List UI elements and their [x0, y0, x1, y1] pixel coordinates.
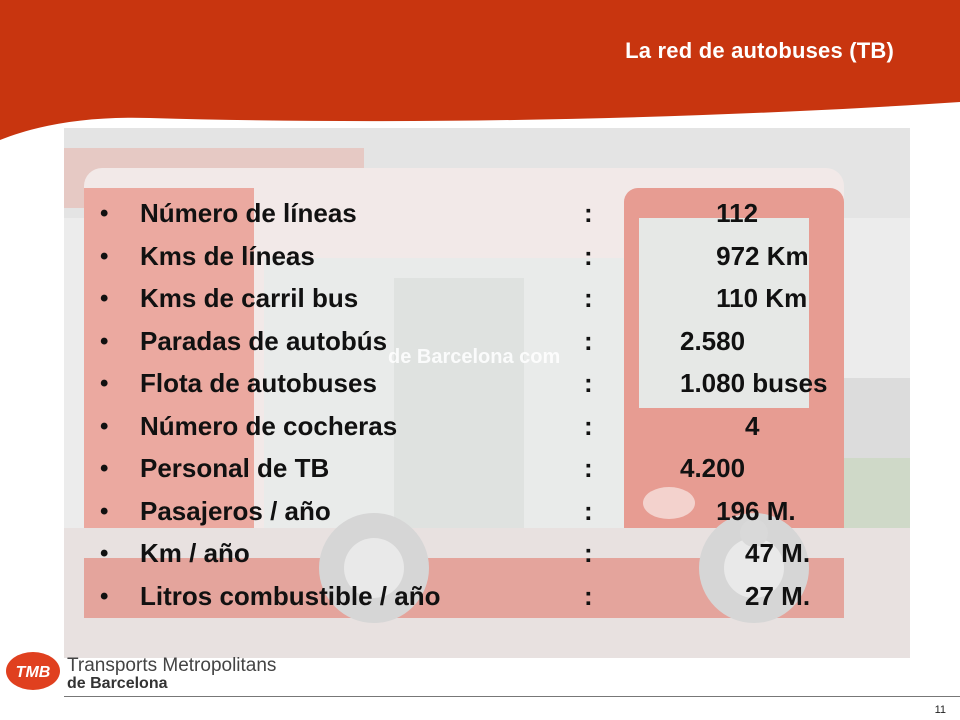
- stat-row: [100, 283, 900, 326]
- stat-row: [100, 241, 900, 284]
- stat-separator: :: [584, 580, 593, 611]
- stat-label: Personal de TB: [140, 453, 330, 483]
- stat-label: Número de cocheras: [140, 410, 398, 441]
- page-number: 11: [934, 704, 946, 716]
- stat-row: [100, 581, 900, 624]
- stat-label: Km / año: [140, 538, 250, 568]
- stat-separator: :: [584, 410, 593, 441]
- stat-separator: :: [584, 453, 593, 483]
- stat-row: [100, 538, 900, 581]
- page-title: La red de autobuses (TB): [625, 38, 894, 63]
- brand-name-line1: Transports Metropolitans: [67, 655, 277, 676]
- stat-separator: :: [584, 240, 593, 271]
- logo-text: TMB: [15, 664, 51, 681]
- photo-watermark: de Barcelona com: [388, 346, 561, 368]
- stat-row: [100, 198, 900, 241]
- stat-value: 1.080 buses: [680, 368, 828, 398]
- stat-row: [100, 368, 900, 411]
- stat-value: 27 M.: [680, 580, 811, 611]
- stat-value: 47 M.: [680, 538, 811, 568]
- bullet: •: [100, 327, 109, 355]
- stat-row: [100, 411, 900, 454]
- bullet: •: [100, 370, 109, 397]
- stat-value: 2.580: [680, 325, 746, 356]
- stat-separator: :: [584, 495, 593, 526]
- stat-value: 4: [680, 410, 760, 441]
- stat-row: [100, 496, 900, 539]
- stat-row: [100, 453, 900, 496]
- stat-value: 4.200: [680, 453, 746, 483]
- bullet: •: [100, 497, 109, 525]
- bullet: •: [100, 455, 109, 482]
- stat-label: Kms de líneas: [140, 240, 315, 271]
- brand-name-line2: de Barcelona: [67, 675, 168, 692]
- stat-separator: :: [584, 325, 593, 356]
- stat-separator: :: [584, 538, 593, 568]
- stat-separator: :: [584, 368, 593, 398]
- stat-label: Litros combustible / año: [140, 580, 441, 611]
- stat-row: [100, 326, 900, 369]
- bullet: •: [100, 582, 109, 610]
- stat-value: 110 Km: [680, 283, 808, 313]
- stat-separator: :: [584, 198, 593, 228]
- stat-value: 112: [680, 198, 759, 228]
- bullet: •: [100, 285, 109, 312]
- stat-value: 196 M.: [680, 495, 796, 526]
- stat-label: Flota de autobuses: [140, 368, 377, 398]
- tmb-logo: [4, 650, 62, 692]
- stat-separator: :: [584, 283, 593, 313]
- header-shape: [0, 0, 960, 140]
- header-band: [0, 0, 960, 140]
- stat-value: 972 Km: [680, 240, 809, 271]
- bullet: •: [100, 200, 109, 227]
- bullet: •: [100, 242, 109, 270]
- stat-label: Pasajeros / año: [140, 495, 331, 526]
- stat-label: Paradas de autobús: [140, 325, 388, 356]
- stat-label: Número de líneas: [140, 198, 357, 228]
- bullet: •: [100, 540, 109, 567]
- stats-list: [100, 198, 900, 623]
- bullet: •: [100, 412, 109, 440]
- stat-label: Kms de carril bus: [140, 283, 359, 313]
- footer-divider: [64, 696, 960, 697]
